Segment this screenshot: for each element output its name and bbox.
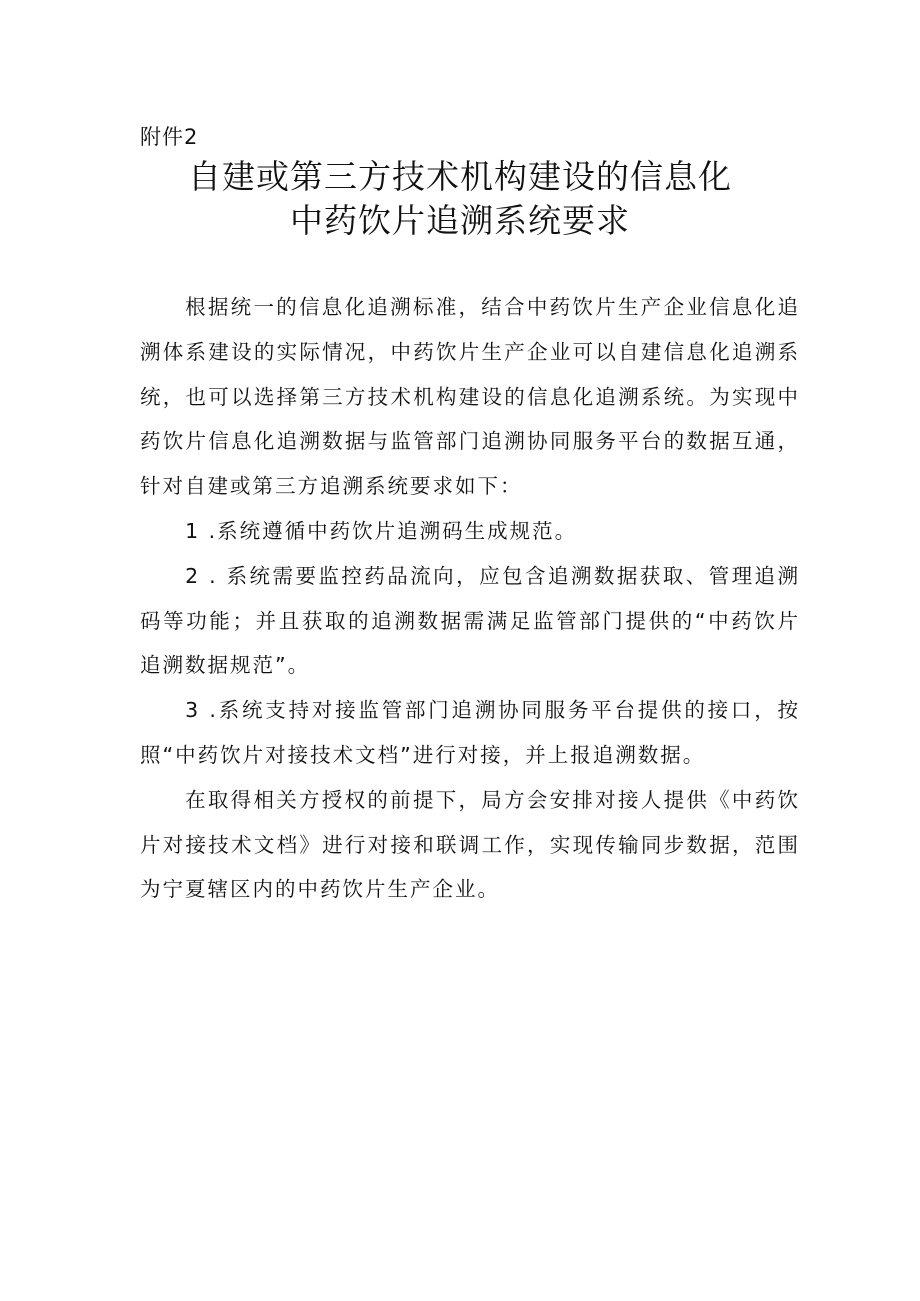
paragraph-closing: 在取得相关方授权的前提下，局方会安排对接人提供《中药饮片对接技术文档》进行对接和联调工作，实现传输同步数据，范围为宁夏辖区内的中药饮片生产企业。 — [140, 787, 800, 902]
paragraph-item-3: 3 .系统支持对接监管部门追溯协同服务平台提供的接口，按照“中药饮片对接技术文档”进行对接，并上报追溯数据。 — [140, 698, 800, 767]
paragraph-item-2: 2 . 系统需要监控药品流向，应包含追溯数据获取、管理追溯码等功能；并且获取的追溯数据需满足监管部门提供的“中药饮片追溯数据规范”。 — [140, 563, 800, 678]
document-title-line-2: 中药饮片追溯系统要求 — [290, 201, 630, 240]
attachment-label: 附件2 — [140, 125, 199, 149]
paragraph-item-1: 1 .系统遵循中药饮片追溯码生成规范。 — [185, 518, 578, 543]
paragraph-intro: 根据统一的信息化追溯标准，结合中药饮片生产企业信息化追溯体系建设的实际情况，中药饮片生产企业可以自建信息化追溯系统，也可以选择第三方技术机构建设的信息化追溯系统。为实现中药饮片信息化追溯数据与监管部门追溯协同服务平台的数据互通，针对自建或第三方追溯系统要求如下： — [140, 295, 800, 499]
document-body — [140, 285, 800, 912]
document-title-line-1: 自建或第三方技术机构建设的信息化 — [188, 157, 732, 196]
